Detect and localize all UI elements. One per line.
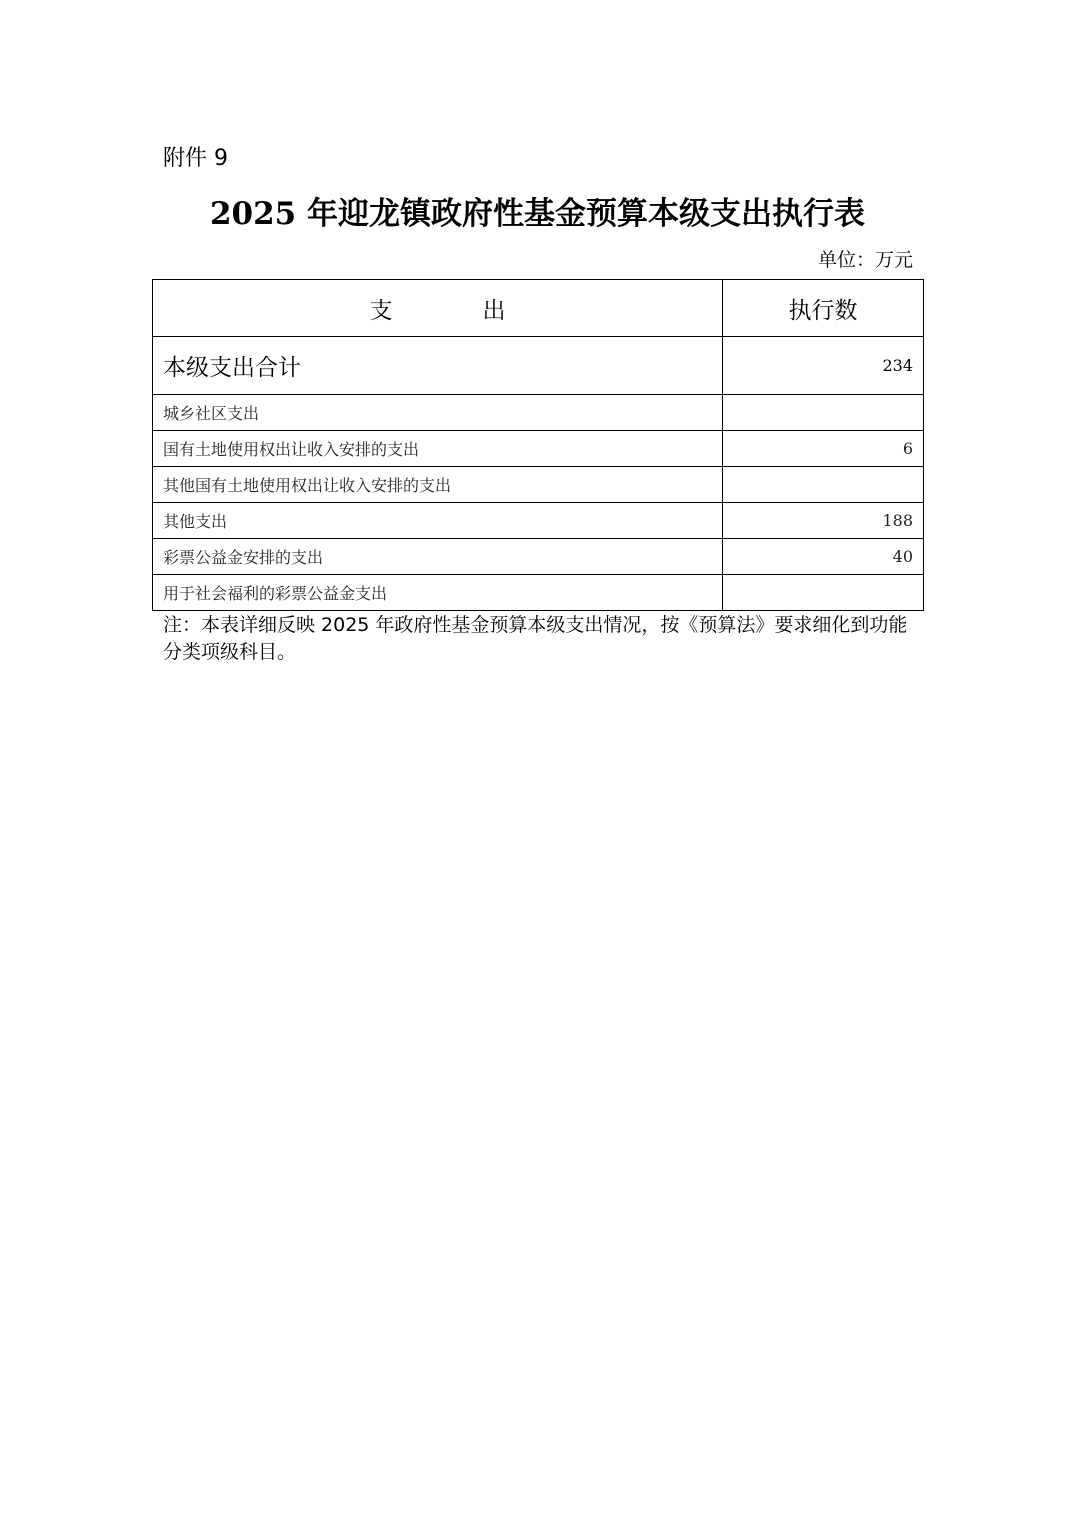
document-title: 2025 年迎龙镇政府性基金预算本级支出执行表 <box>209 196 866 232</box>
table-row <box>153 467 924 503</box>
table-row <box>153 539 924 575</box>
row-label: 其他国有土地使用权出让收入安排的支出 <box>153 467 723 503</box>
row-label: 用于社会福利的彩票公益金支出 <box>153 575 723 611</box>
table-row <box>153 395 924 431</box>
row-value: 40 <box>723 539 924 575</box>
total-row <box>153 337 924 395</box>
header-expenditure-label: 支出 <box>369 297 596 324</box>
table-row <box>153 431 924 467</box>
unit-label: 单位：万元 <box>817 249 913 271</box>
header-executed: 执行数 <box>723 280 924 337</box>
expenditure-table <box>152 279 924 611</box>
table-row <box>153 575 924 611</box>
row-label: 国有土地使用权出让收入安排的支出 <box>153 431 723 467</box>
total-label: 本级支出合计 <box>153 337 723 395</box>
row-value <box>723 395 924 431</box>
row-label: 其他支出 <box>153 503 723 539</box>
row-label: 城乡社区支出 <box>153 395 723 431</box>
table-row <box>153 503 924 539</box>
row-value: 6 <box>723 431 924 467</box>
attachment-label: 附件 9 <box>163 146 228 171</box>
row-label: 彩票公益金安排的支出 <box>153 539 723 575</box>
row-value: 188 <box>723 503 924 539</box>
table-header-row <box>153 280 924 337</box>
header-expenditure <box>153 280 723 337</box>
table-note: 注：本表详细反映 2025 年政府性基金预算本级支出情况，按《预算法》要求细化到功能分类项级科目。 <box>163 614 908 663</box>
row-value <box>723 575 924 611</box>
total-value: 234 <box>723 337 924 395</box>
row-value <box>723 467 924 503</box>
